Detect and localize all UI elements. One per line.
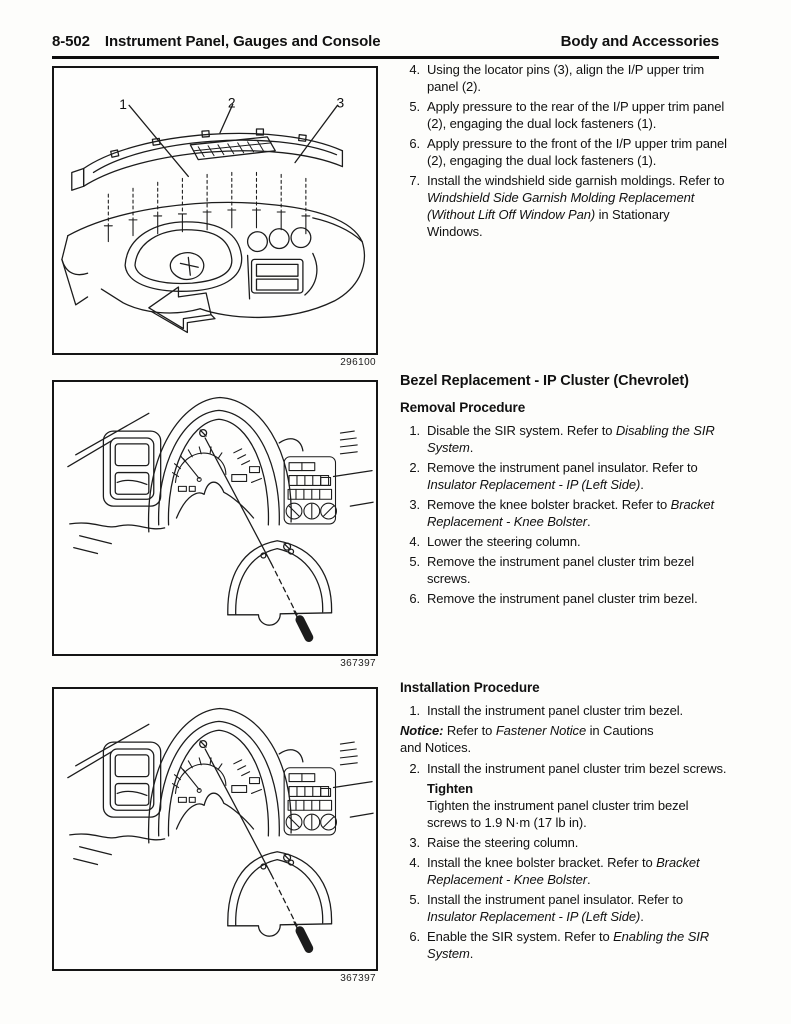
locator-pins <box>104 210 309 242</box>
step-text: Install the knee bolster bracket. Refer to Bracket Replacement - Knee Bolster. <box>427 855 700 887</box>
callout-3: 3 <box>336 94 345 111</box>
step-text: Install the windshield side garnish moldings. Refer to Windshield Side Garnish Molding Replacement (Without Lift Off Window Pan) in Stationary Windows. <box>427 173 725 239</box>
figure-code: 296100 <box>340 357 376 368</box>
figure-code: 367397 <box>340 973 376 984</box>
page-header <box>52 33 719 50</box>
bezel-replacement-section <box>400 372 756 610</box>
tighten-heading: Tighten <box>427 781 473 796</box>
step-number: 6. <box>409 136 420 151</box>
step-number: 4. <box>409 534 420 549</box>
step-number: 5. <box>409 892 420 907</box>
step-item <box>400 61 756 95</box>
step-item <box>400 533 756 550</box>
step-text: Disable the SIR system. Refer to Disabling the SIR System. <box>427 423 715 455</box>
section-heading: Bezel Replacement - IP Cluster (Chevrolet) <box>400 373 689 389</box>
step-item <box>400 98 756 132</box>
removal-procedure-heading: Removal Procedure <box>400 400 526 415</box>
step-number: 1. <box>409 703 420 718</box>
step-item <box>400 854 756 888</box>
callout-2: 2 <box>227 94 236 111</box>
step-text: Install the instrument panel cluster trim bezel. <box>427 703 684 718</box>
step-text: Lower the steering column. <box>427 534 581 549</box>
notice-label: Notice: <box>400 723 444 738</box>
step-item <box>400 496 756 530</box>
figure-frame <box>52 66 378 355</box>
step-number: 4. <box>409 62 420 77</box>
step-number: 4. <box>409 855 420 870</box>
step-item <box>400 553 756 587</box>
step-item <box>400 928 756 962</box>
step-number: 1. <box>409 423 420 438</box>
cluster-bezel-illustration <box>54 382 376 654</box>
step-number: 5. <box>409 554 420 569</box>
section-title: Body and Accessories <box>560 33 719 50</box>
step-text: Remove the instrument panel cluster trim bezel screws. <box>427 554 695 586</box>
tighten-block <box>427 780 727 831</box>
step-text: Enable the SIR system. Refer to Enabling the SIR System. <box>427 929 710 961</box>
dashboard <box>62 202 365 317</box>
step-text: Apply pressure to the rear of the I/P upper trim panel (2), engaging the dual lock fasteners (1). <box>427 99 725 131</box>
step-item <box>400 590 756 607</box>
step-text: Install the instrument panel insulator. Refer to Insulator Replacement - IP (Left Side). <box>427 892 684 924</box>
figure-cluster-bezel-1 <box>52 380 378 669</box>
step-number: 5. <box>409 99 420 114</box>
step-number: 2. <box>409 460 420 475</box>
step-number: 6. <box>409 591 420 606</box>
header-rule <box>52 56 719 59</box>
step-item <box>400 760 756 777</box>
continued-steps-block <box>400 61 756 243</box>
step-number: 7. <box>409 173 420 188</box>
step-number: 2. <box>409 761 420 776</box>
step-text: Remove the knee bolster bracket. Refer to Bracket Replacement - Knee Bolster. <box>427 497 715 529</box>
step-text: Install the instrument panel cluster trim bezel screws. <box>427 761 727 776</box>
figure-frame <box>52 687 378 971</box>
cluster-bezel-illustration <box>54 689 376 969</box>
step-item <box>400 891 756 925</box>
step-text: Remove the instrument panel insulator. Refer to Insulator Replacement - IP (Left Side). <box>427 460 698 492</box>
installation-section <box>400 679 756 965</box>
step-text: Raise the steering column. <box>427 835 579 850</box>
step-number: 6. <box>409 929 420 944</box>
direction-arrow-icon <box>149 287 215 332</box>
figure-code: 367397 <box>340 658 376 669</box>
step-item <box>400 172 756 240</box>
figure-cluster-bezel-2 <box>52 687 378 984</box>
notice-paragraph <box>400 722 672 756</box>
step-text: Using the locator pins (3), align the I/P upper trim panel (2). <box>427 62 705 94</box>
chapter-title: Instrument Panel, Gauges and Console <box>104 33 381 50</box>
step-item <box>400 135 756 169</box>
installation-procedure-heading: Installation Procedure <box>400 680 540 695</box>
upper-trim-panel-illustration <box>54 68 376 353</box>
page-number: 8-502 <box>52 33 90 50</box>
step-number: 3. <box>409 835 420 850</box>
step-item <box>400 834 756 851</box>
step-item <box>400 422 756 456</box>
step-item <box>400 702 756 719</box>
step-item <box>400 459 756 493</box>
step-text: Remove the instrument panel cluster trim bezel. <box>427 591 698 606</box>
notice-text: Refer to Fastener Notice in Cautions and Notices. <box>400 723 654 755</box>
figure-frame <box>52 380 378 656</box>
step-number: 3. <box>409 497 420 512</box>
callout-1: 1 <box>119 96 127 113</box>
step-text: Apply pressure to the front of the I/P upper trim panel (2), engaging the dual lock fasteners (1). <box>427 136 727 168</box>
figure-upper-trim-panel <box>52 66 378 368</box>
tighten-text: Tighten the instrument panel cluster trim bezel screws to 1.9 N·m (17 lb in). <box>427 798 689 830</box>
